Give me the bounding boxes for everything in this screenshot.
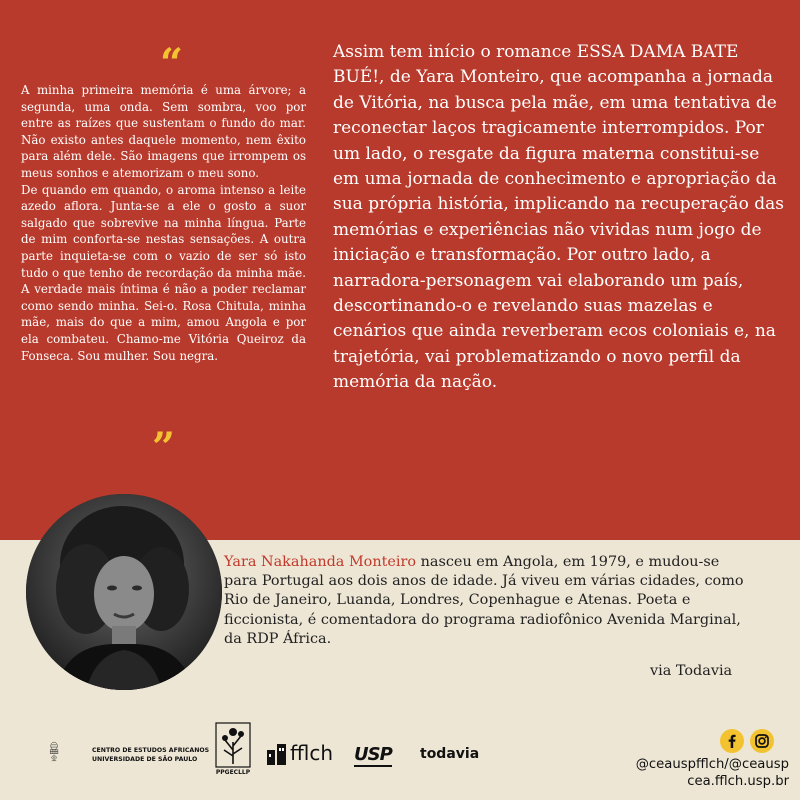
author-photo <box>26 494 222 690</box>
lead-text: Assim tem início o romance ESSA DAMA BATE BUÉ!, de Yara Monteiro, que acompanha a jornada de Vitória, na busca pela mãe, em uma tentativa de reconectar laços tragicamente interrompidos. Por um lado, o resgate da figura materna constitui-se em uma jornada de conhecimento e apropriação da sua própria história, implicando na recuperação das memórias e experiências não vividas num jogo de iniciação e transformação. Por outro lado, a narradora-personagem vai elaborando um país, descortinando-o e revelando suas mazelas e cenários que ainda reverberam ecos coloniais e, na trajetória, vai problematizando o novo perfil da memória da nação. <box>333 42 784 393</box>
fflch-logo <box>266 740 340 768</box>
website-link[interactable]: cea.fflch.usp.br <box>687 774 789 789</box>
facebook-icon <box>720 729 744 753</box>
usp-label: USP <box>354 744 392 765</box>
bio-line-3: Rio de Janeiro, Luanda, Londres, Copenhague e Atenas. Poeta e <box>224 592 691 609</box>
bio-line-4: ficcionista, é comentadora do programa radiofônico Avenida Marginal, <box>224 611 741 628</box>
book-excerpt <box>21 82 306 364</box>
excerpt-paragraph-1: A minha primeira memória é uma árvore; a segunda, uma onda. Sem sombra, voo por entre as raízes que sustentam o fundo do mar. Não existo antes daquele momento, nem êxito para além dele. São imagens que irrompem os meus sonhos e atemorizam o meu sono. <box>21 83 306 180</box>
facebook-link[interactable] <box>720 729 744 753</box>
ppgecllp-label: PPGECLLP <box>215 769 251 776</box>
source-credit: via Todavia <box>650 663 733 679</box>
close-quote-icon: ” <box>152 424 176 471</box>
author-name: Yara Nakahanda Monteiro <box>224 554 417 570</box>
author-portrait-image <box>26 494 222 690</box>
bio-line-1 <box>224 553 784 572</box>
bio-line-1-rest: nasceu em Angola, em 1979, e mudou-se <box>416 554 720 570</box>
cea-logo-text <box>92 746 209 764</box>
contact-info <box>615 756 789 790</box>
author-bio <box>224 553 784 649</box>
excerpt-paragraph-2: De quando em quando, o aroma intenso a leite azedo aflora. Junta-se a ele o gosto a suor salgado que sobrevive na minha língua. Parte de mim conforta-se nestas sensações. A outra parte inquieta-se com o vazio de ser só isto tudo o que tenho de recordação da minha mãe. A verdade mais íntima é não a poder reclamar como sendo minha. Sei-o. Rosa Chitula, minha mãe, mais do que a mim, amou Angola e por ela combateu. Chamo-me Vitória Queiroz da Fonseca. Sou mulher. Sou negra. <box>21 182 306 363</box>
fflch-building-icon <box>266 742 288 766</box>
cea-line-1: CENTRO DE ESTUDOS AFRICANOS <box>92 747 210 754</box>
open-quote-icon: “ <box>160 40 184 87</box>
cea-logo-icon <box>48 712 92 792</box>
bio-line-2: para Portugal aos dois anos de idade. Já viveu em várias cidades, como <box>224 573 744 590</box>
cea-line-2: UNIVERSIDADE DE SÃO PAULO <box>92 756 198 763</box>
fflch-label: fflch <box>290 741 334 765</box>
social-handle[interactable]: @ceauspfflch/@ceausp <box>635 757 789 772</box>
ppgecllp-logo <box>215 722 251 780</box>
usp-logo <box>354 744 404 766</box>
todavia-logo: todavia <box>420 746 480 762</box>
bio-line-5: da RDP África. <box>224 630 332 647</box>
instagram-link[interactable] <box>750 729 774 753</box>
instagram-icon <box>750 729 774 753</box>
